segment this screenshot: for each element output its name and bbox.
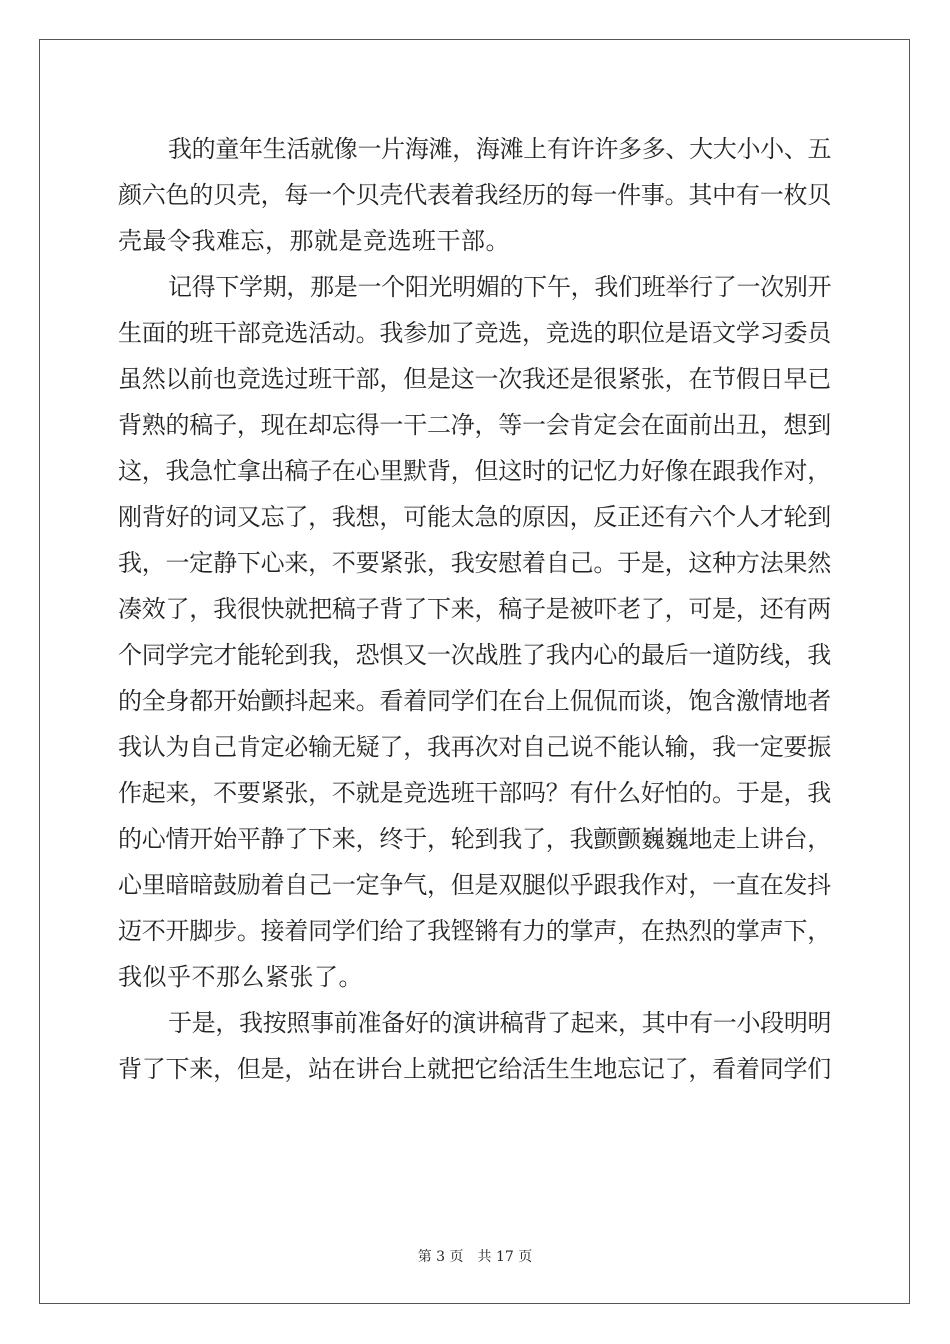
paragraph-2: [118, 264, 834, 1000]
text-line: 的全身都开始颤抖起来。看着同学们在台上侃侃而谈，饱含激情地者: [118, 687, 831, 715]
text-line: 心里暗暗鼓励着自己一定争气，但是双腿似乎跟我作对，一直在发抖: [118, 871, 831, 899]
text-line: 这，我急忙拿出稿子在心里默背，但这时的记忆力好像在跟我作对，: [118, 457, 831, 485]
text-line: 生面的班干部竞选活动。我参加了竞选，竞选的职位是语文学习委员: [118, 319, 831, 347]
page-number: 第 3 页: [417, 1249, 464, 1265]
paragraph-1: [118, 126, 834, 264]
paragraph-3: [118, 1000, 834, 1092]
text-line: 记得下学期，那是一个阳光明媚的下午，我们班举行了一次别开: [168, 273, 832, 301]
page-total: 共 17 页: [477, 1249, 533, 1265]
text-line: 于是，我按照事前准备好的演讲稿背了起来，其中有一小段明明: [168, 1009, 832, 1037]
text-line: 我认为自己肯定必输无疑了，我再次对自己说不能认输，我一定要振: [118, 733, 831, 761]
text-line: 颜六色的贝壳，每一个贝壳代表着我经历的每一件事。其中有一枚贝: [118, 181, 831, 209]
page-footer: [0, 1246, 950, 1266]
text-line: 迈不开脚步。接着同学们给了我铿锵有力的掌声，在热烈的掌声下，: [118, 917, 831, 945]
text-line: 我的童年生活就像一片海滩，海滩上有许许多多、大大小小、五: [168, 135, 832, 163]
text-line: 凑效了，我很快就把稿子背了下来，稿子是被吓老了，可是，还有两: [118, 595, 831, 623]
document-body: [118, 126, 834, 1092]
text-line: 作起来，不要紧张，不就是竞选班干部吗？有什么好怕的。于是，我: [118, 779, 831, 807]
text-line: 虽然以前也竞选过班干部，但是这一次我还是很紧张，在节假日早已: [118, 365, 831, 393]
text-line: 背了下来，但是，站在讲台上就把它给活生生地忘记了，看着同学们: [118, 1055, 831, 1083]
text-line: 我似乎不那么紧张了。: [118, 963, 363, 991]
text-line: 背熟的稿子，现在却忘得一干二净，等一会肯定会在面前出丑，想到: [118, 411, 831, 439]
text-line: 的心情开始平静了下来，终于，轮到我了，我颤颤巍巍地走上讲台，: [118, 825, 831, 853]
text-line: 个同学完才能轮到我，恐惧又一次战胜了我内心的最后一道防线，我: [118, 641, 831, 669]
text-line: 壳最令我难忘，那就是竞选班干部。: [118, 227, 510, 255]
text-line: 刚背好的词又忘了，我想，可能太急的原因，反正还有六个人才轮到: [118, 503, 831, 531]
text-line: 我，一定静下心来，不要紧张，我安慰着自己。于是，这种方法果然: [118, 549, 831, 577]
